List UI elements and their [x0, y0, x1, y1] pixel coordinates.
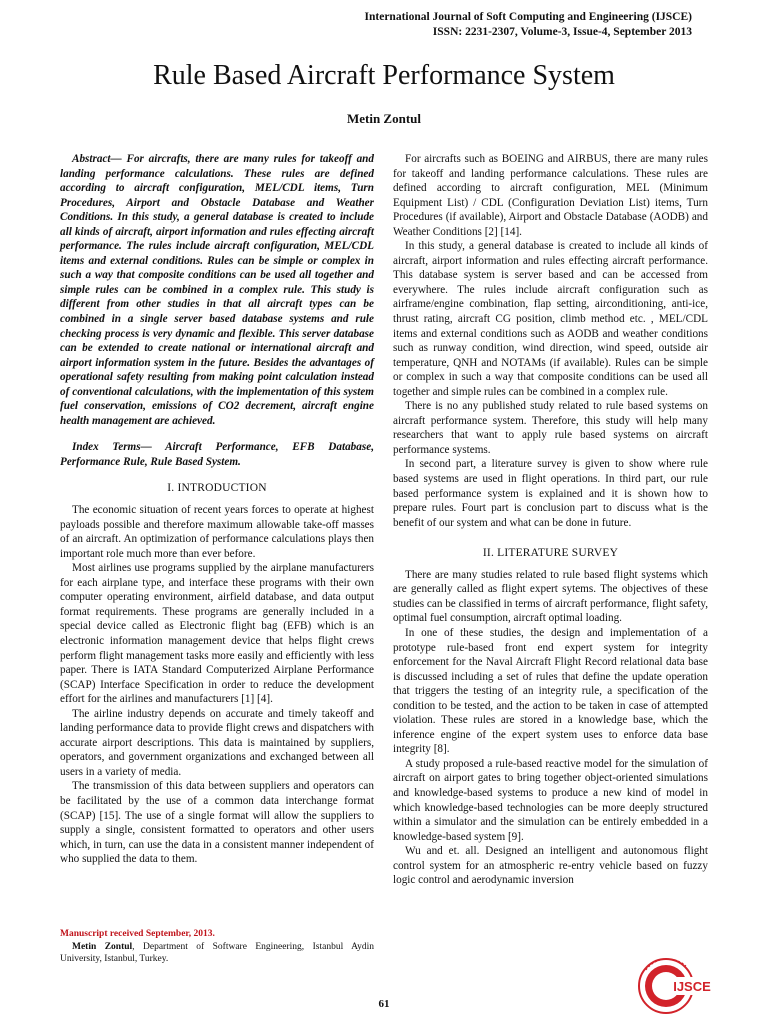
- paragraph: A study proposed a rule-based reactive model for the simulation of aircraft on airport gates to bring together object-oriented simulations and knowledge-based systems to produce a new kind of model in which knowledge-based technologies can be more deeply structured within a simulator and the simulation can be entirely embedded in a knowledge-based system [9].: [393, 757, 708, 843]
- page-number: 61: [378, 998, 390, 1010]
- journal-name: International Journal of Soft Computing and Engineering (IJSCE): [364, 11, 692, 23]
- journal-header: [365, 10, 692, 40]
- paragraph: There is no any published study related to rule based systems on aircraft performance system. Therefore, this study will help many researchers that want to apply rule based systems on aircraft performance systems.: [393, 400, 708, 456]
- paragraph: Most airlines use programs supplied by the airplane manufacturers for each airplane type, and interface these programs with their own computer operating environment, airfield database, and data output format requirements. These programs are generally included in a special device called as Electronic flight bag (EFB) which is an electronic information management device that helps flight crews perform flight management tasks more easily and efficiently with less paper. There is IATA Standard Computerized Airplane Performance (SCAP) Interface Specification in order to reduce the development effort for the airlines and manufacturers [1] [4].: [60, 562, 374, 706]
- index-terms: Index Terms— Aircraft Performance, EFB Database, Performance Rule, Rule Based System.: [60, 441, 374, 468]
- journal-issn: ISSN: 2231-2307, Volume-3, Issue-4, September 2013: [432, 26, 692, 38]
- right-column: [393, 152, 708, 888]
- paragraph: In second part, a literature survey is given to show where rule based systems are used in flight operations. In third part, our rule based performance system is explained and it is shown how to prepare rules. Fourt part is conclusion part to discuss what is the benefit of our system and what can be done in future.: [393, 458, 708, 529]
- paper-title: Rule Based Aircraft Performance System: [153, 60, 615, 91]
- footnote-affiliation: , Department of Software Engineering, Istanbul Aydin University, Istanbul, Turkey.: [60, 941, 374, 964]
- abstract-label: Abstract—: [72, 153, 122, 165]
- paragraph: There are many studies related to rule based flight systems which are generally called as flight expert sytems. The objectives of these studies can be classified in terms of aircraft performance, flight safety, optimal fuel consumption, aircraft optimal loading.: [393, 568, 708, 625]
- paper-author: Metin Zontul: [346, 111, 422, 126]
- paragraph: In this study, a general database is created to include all kinds of aircraft, airport information and rules effecting aircraft performance. This database system is server based and can be accessed from everywhere. The rules include aircraft configuration such as airframe/engine combination, flap setting, airconditioning, anti-ice, thrust rating, aircraft CG position, climb method etc. , MEL/CDL items and external conditions such as AODB and weather conditions such as runway condition, wind direction, wind speed, outside air temperature, QNH and NOTAMs (if available). Rules can be simple or complex in such a way that composite conditions can be used all together and simple rules can be combined in a complex rule.: [393, 240, 708, 398]
- paragraph: The economic situation of recent years forces to operate at highest payloads possible and therefore maximum allowable take-off masses of an aircraft. An optimization of performance calculations plays then important role much more than ever before.: [60, 504, 374, 560]
- abstract: [60, 152, 374, 428]
- manuscript-received: Manuscript received September, 2013.: [60, 929, 215, 939]
- ijsce-logo: [636, 954, 714, 1016]
- paragraph: The airline industry depends on accurate and timely takeoff and landing performance data to provide flight crews and dispatchers with accurate airport descriptions. This data is maintained by suppliers, operators, and government organizations and exchanged between all users in a variety of media.: [60, 707, 374, 778]
- author-affiliation: [60, 941, 374, 966]
- section-heading-literature-survey: II. LITERATURE SURVEY: [482, 547, 619, 560]
- footnote: [60, 928, 374, 966]
- logo-text: IJSCE: [673, 979, 711, 994]
- paragraph: The transmission of this data between suppliers and operators can be facilitated by the use of a common data interchange format (SCAP) [15]. The use of a single format will allow the suppliers to supply a single, consistent formatted to operators and other users which, in turn, can use the data in a consistent manner independent of who supplied the data to them.: [60, 780, 374, 866]
- left-column: [60, 152, 374, 867]
- footnote-author-name: Metin Zontul: [72, 941, 133, 952]
- abstract-text: For aircrafts, there are many rules for takeoff and landing performance calculations. These rules are defined according to aircraft configuration, MEL/CDL items, Turn Procedures, Airport and Obstacle Database and Weather Conditions. In this study, a general database is created to include all kinds of aircraft, airport information and rules effecting aircraft performance. The rules include aircraft configuration, MEL/CDL items and external conditions. Rules can be simple or complex in such a way that composite conditions can be used all together and simple rules can be combined in a complex rule. This study is different from other studies in that all aircraft types can be combined in a single server based database systems and rule checking process is very dynamic and flexible. This server database can be extended to create national or international aircraft and airport information system in the future. Besides the advantages of operational safety resulting from making point calculation instead of conventional calculations, with the implementation of this system fuel conservation, emissions of CO2 decrement, aircraft engine health management are achieved.: [60, 153, 374, 427]
- paragraph: In one of these studies, the design and implementation of a prototype rule-based front end expert system for integrity enforcement for the Naval Aircraft Flight Record relational data base is discussed including a set of rules that define the update operation that triggers the testing of an integrity rule, a specification of the condition to be tested, and the action to be taken in case of attempted violation. These rules are stored in a knowledge base, which the inference engine of the expert system uses to enforce data base integrity [8].: [393, 626, 708, 756]
- paragraph: For aircrafts such as BOEING and AIRBUS, there are many rules for takeoff and landing performance calculations. These rules are defined according to aircraft configuration, MEL (Minimum Equipment List) / CDL (Configuration Deviation List) items, Turn Procedures (if available), Airport and Obstacle Database (AODB) and Weather Conditions [2] [14].: [393, 153, 708, 238]
- paragraph: Wu and et. all. Designed an intelligent and autonomous flight control system for an atmospheric re-entry vehicle based on fuzzy logic control and aerodynamic inversion: [393, 845, 708, 887]
- section-heading-introduction: I. INTRODUCTION: [167, 482, 267, 495]
